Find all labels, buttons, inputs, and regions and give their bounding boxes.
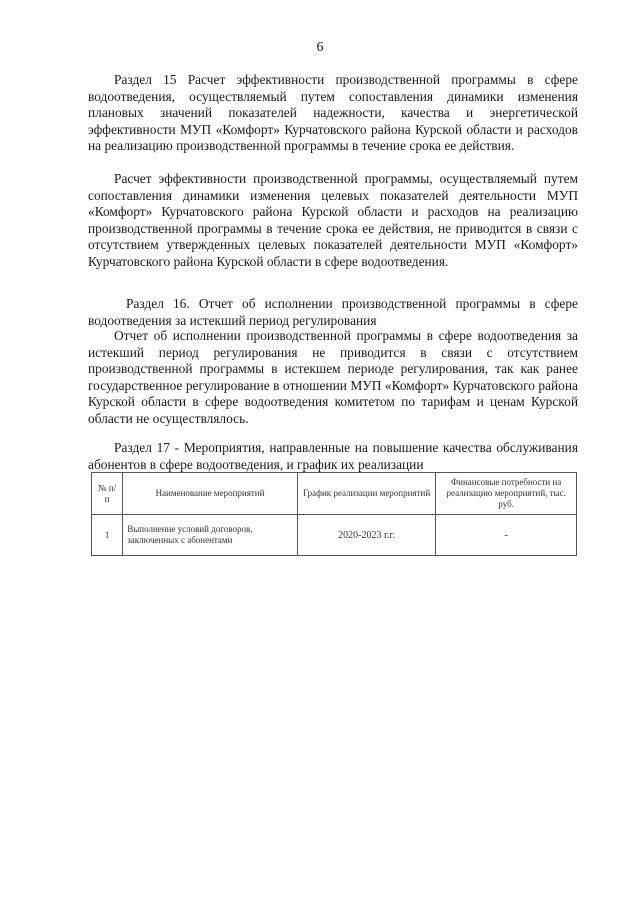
row-name: Выполнение условий договоров, заключенных с абонентами [123, 515, 298, 556]
section-16-title: Раздел 16. Отчет об исполнении производственной программы в сфере водоотведения за истекший период регулирования [88, 296, 578, 328]
row-num: 1 [92, 515, 123, 556]
section-17-title: Раздел 17 - Мероприятия, направленные на повышение качества обслуживания абонентов в сфере водоотведения, и график их реализации [88, 440, 578, 472]
header-num: № п/п [92, 473, 123, 515]
header-schedule: График реализации мероприятий [297, 473, 436, 515]
row-finance: - [436, 515, 577, 556]
measures-table [91, 472, 577, 556]
row-schedule: 2020-2023 г.г. [297, 515, 436, 556]
table-header-row [92, 473, 577, 515]
page-number: 6 [316, 40, 324, 55]
section-15-title: Раздел 15 Расчет эффективности производственной программы в сфере водоотведения, осуществляемый путем сопоставления динамики изменения плановых значений показателей надежности, качества и энергетической эффективности МУП «Комфорт» Курчатовского района Курской области и расходов на реализацию производственной программы в течение срока ее действия. [88, 72, 578, 154]
section-15-body: Расчет эффективности производственной программы, осуществляемый путем сопоставления динамики изменения целевых показателей деятельности МУП «Комфорт» Курчатовского района Курской области и расходов на реализацию производственной программы в течение срока ее действия, не приводится в связи с отсутствием утвержденных целевых показателей деятельности МУП «Комфорт» Курчатовского района Курской области в сфере водоотведения. [88, 171, 578, 269]
header-name: Наименование мероприятий [123, 473, 298, 515]
section-16-body: Отчет об исполнении производственной программы в сфере водоотведения за истекший период регулирования не приводится в связи с отсутствием производственной программы в истекшем периоде регулирования, так как ранее государственное регулирование в отношении МУП «Комфорт» Курчатовского района Курской области в сфере водоотведения комитетом по тарифам и ценам Курской области не осуществлялось. [88, 328, 578, 426]
header-finance: Финансовые потребности на реализацию мероприятий, тыс. руб. [436, 473, 577, 515]
table-row [92, 515, 577, 556]
